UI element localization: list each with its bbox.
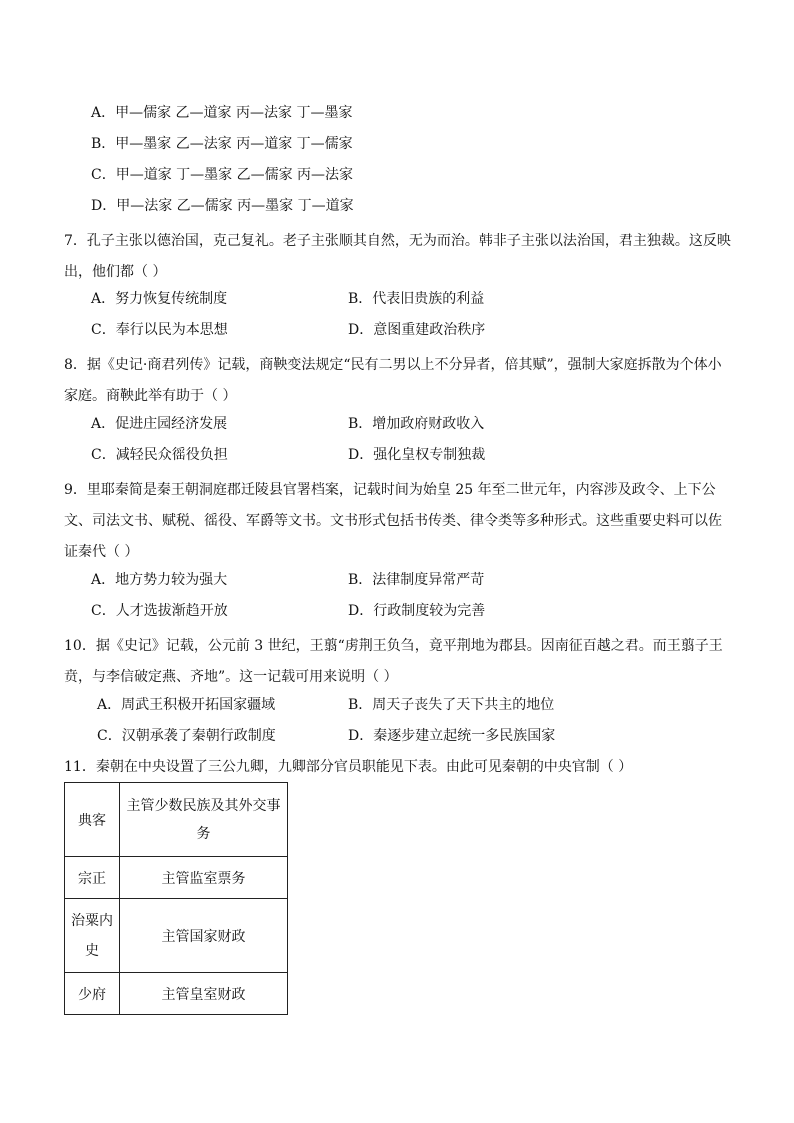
table-row bbox=[65, 899, 288, 973]
q7-stem: 7．孔子主张以德治国，克己复礼。老子主张顺其自然，无为而治。韩非子主张以法治国，君主独裁。这反映出，他们都（ ） bbox=[64, 233, 731, 280]
q10-option-b: B．周天子丧失了天下共主的地位 bbox=[348, 697, 555, 713]
q10-option-c: C．汉朝承袭了秦朝行政制度 bbox=[97, 728, 276, 744]
q9-stem: 9．里耶秦简是秦王朝洞庭郡迁陵县官署档案，记载时间为始皇 25 年至二世元年，内容涉及政令、上下公文、司法文书、赋税、徭役、军爵等文书。文书形式包括书传类、律令类等多种形式。这些重要史料可以佐证秦代（ ） bbox=[64, 482, 722, 560]
q6-option-a: A．甲—儒家 乙—道家 丙—法家 丁—墨家 bbox=[91, 105, 353, 121]
q9-option-d: D．行政制度较为完善 bbox=[348, 603, 486, 619]
duty-cell: 主管少数民族及其外交事务 bbox=[120, 783, 288, 857]
duty-cell: 主管监室票务 bbox=[120, 857, 288, 899]
q10-option-d: D．秦逐步建立起统一多民族国家 bbox=[348, 728, 556, 744]
office-cell: 宗正 bbox=[65, 857, 120, 899]
q6-option-b: B．甲—墨家 乙—法家 丙—道家 丁—儒家 bbox=[91, 136, 353, 152]
table-row bbox=[65, 783, 288, 857]
q10-stem: 10．据《史记》记载，公元前 3 世纪，王翦“虏荆王负刍，竟平荆地为郡县。因南征百越之君。而王翦子王贲，与李信破定燕、齐地”。这一记载可用来说明（ ） bbox=[64, 638, 723, 685]
q8-option-d: D．强化皇权专制独裁 bbox=[348, 447, 486, 463]
table-row bbox=[65, 973, 288, 1015]
q9-option-c: C．人才选拔渐趋开放 bbox=[91, 603, 228, 619]
q8-option-a: A．促进庄园经济发展 bbox=[91, 416, 228, 432]
q7-option-a: A．努力恢复传统制度 bbox=[91, 291, 228, 307]
q8-option-b: B．增加政府财政收入 bbox=[348, 416, 485, 432]
q7-option-d: D．意图重建政治秩序 bbox=[348, 322, 486, 338]
office-cell: 治粟内史 bbox=[65, 899, 120, 973]
q10-option-a: A．周武王积极开拓国家疆域 bbox=[97, 697, 276, 713]
table-row bbox=[65, 857, 288, 899]
q8-stem: 8．据《史记·商君列传》记载，商鞅变法规定“民有二男以上不分异者，倍其赋”，强制大家庭拆散为个体小家庭。商鞅此举有助于（ ） bbox=[64, 357, 722, 404]
q9-option-a: A．地方势力较为强大 bbox=[91, 572, 228, 588]
q11-stem: 11．秦朝在中央设置了三公九卿，九卿部分官员职能见下表。由此可见秦朝的中央官制（ ） bbox=[64, 759, 633, 775]
office-cell: 典客 bbox=[65, 783, 120, 857]
office-cell: 少府 bbox=[65, 973, 120, 1015]
q6-option-d: D．甲—法家 乙—儒家 丙—墨家 丁—道家 bbox=[91, 198, 354, 214]
q9-option-b: B．法律制度异常严苛 bbox=[348, 572, 485, 588]
duty-cell: 主管国家财政 bbox=[120, 899, 288, 973]
q7-option-c: C．奉行以民为本思想 bbox=[91, 322, 228, 338]
q8-option-c: C．减轻民众徭役负担 bbox=[91, 447, 228, 463]
q11-table bbox=[64, 782, 288, 1015]
q6-option-c: C．甲—道家 丁—墨家 乙—儒家 丙—法家 bbox=[91, 167, 354, 183]
q7-option-b: B．代表旧贵族的利益 bbox=[348, 291, 485, 307]
duty-cell: 主管皇室财政 bbox=[120, 973, 288, 1015]
